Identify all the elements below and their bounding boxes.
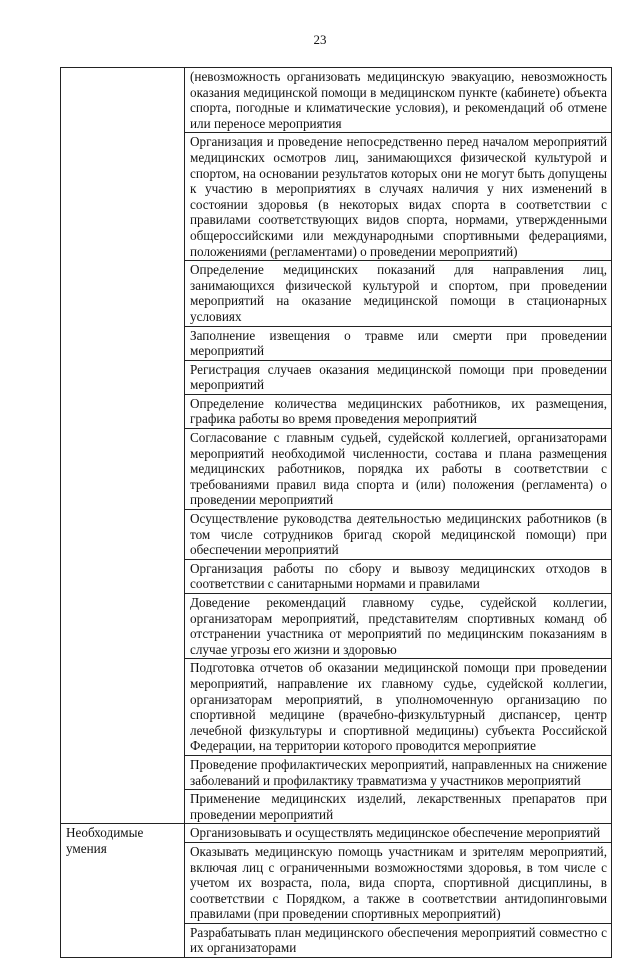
section-label: Необходимые умения <box>61 824 185 958</box>
requirement-item: Разрабатывать план медицинского обеспечения мероприятий совместно с их организаторами <box>185 923 612 957</box>
requirement-item: Организовывать и осуществлять медицинское обеспечение мероприятий <box>185 824 612 843</box>
table-row <box>61 68 612 133</box>
requirement-item: Заполнение извещения о травме или смерти при проведении мероприятий <box>185 326 612 360</box>
page-number: 23 <box>313 32 327 47</box>
requirement-item: Оказывать медицинскую помощь участникам и зрителям мероприятий, включая лиц с ограниченными возможностями здоровья, в том числе с учетом их возраста, пола, вида спорта, спортивной дисциплины, в соответствии с Порядком, а также в соответствии антидопинговыми правилами (при проведении спортивных мероприятий) <box>185 842 612 923</box>
requirement-item: Осуществление руководства деятельностью медицинских работников (в том числе сотрудников бригад скорой медицинской помощи) при обеспечении мероприятий <box>185 510 612 560</box>
section-label-empty <box>61 68 185 824</box>
requirement-item: Применение медицинских изделий, лекарственных препаратов при проведении мероприятий <box>185 790 612 824</box>
requirement-item: Подготовка отчетов об оказании медицинской помощи при проведении мероприятий, направление их главному судье, судейской коллегии, организаторам мероприятий, в уполномоченную организацию по спортивной медицине (врачебно-физкультурный диспансер, центр лечебной физкультуры и спортивной медицины) субъекта Российской Федерации, на территории которого проводится мероприятие <box>185 659 612 756</box>
requirement-item: Определение количества медицинских работников, их размещения, графика работы во время проведения мероприятий <box>185 394 612 428</box>
requirement-item: Доведение рекомендаций главному судье, судейской коллегии, организаторам мероприятий, представителям спортивных команд об отстранении участника от мероприятий по медицинским показаниям в случае угрозы его жизни и здоровью <box>185 594 612 659</box>
requirement-item: Проведение профилактических мероприятий, направленных на снижение заболеваний и профилактику травматизма у участников мероприятий <box>185 755 612 789</box>
requirements-table <box>60 67 612 958</box>
requirement-item: Определение медицинских показаний для направления лиц, занимающихся физической культурой и спортом, при проведении мероприятий на оказание медицинской помощи в стационарных условиях <box>185 261 612 326</box>
requirement-item: Организация и проведение непосредственно перед началом мероприятий медицинских осмотров лиц, занимающихся физической культурой и спортом, на основании результатов которых они не могут быть допущены к участию в мероприятиях в случаях наличия у них изменений в состоянии здоровья (в некоторых видах спорта в соответствии с правилами соответствующих видов спорта, нормами, утвержденными общероссийскими или международными спортивными федерациями, положениями (регламентами) о проведении мероприятий) <box>185 133 612 261</box>
table-body <box>61 68 612 958</box>
requirement-item: Регистрация случаев оказания медицинской помощи при проведении мероприятий <box>185 360 612 394</box>
table-row <box>61 824 612 843</box>
requirement-item: (невозможность организовать медицинскую эвакуацию, невозможность оказания медицинской помощи в медицинском пункте (кабинете) объекта спорта, погодные и климатические условия), и рекомендаций об отмене или переносе мероприятия <box>185 68 612 133</box>
requirement-item: Согласование с главным судьей, судейской коллегией, организаторами мероприятий необходимой численности, состава и плана размещения медицинских работников, порядка их работы в соответствии с требованиями правил вида спорта и (или) положения (регламента) о проведении мероприятий <box>185 429 612 510</box>
requirement-item: Организация работы по сбору и вывозу медицинских отходов в соответствии с санитарными нормами и правилами <box>185 559 612 593</box>
